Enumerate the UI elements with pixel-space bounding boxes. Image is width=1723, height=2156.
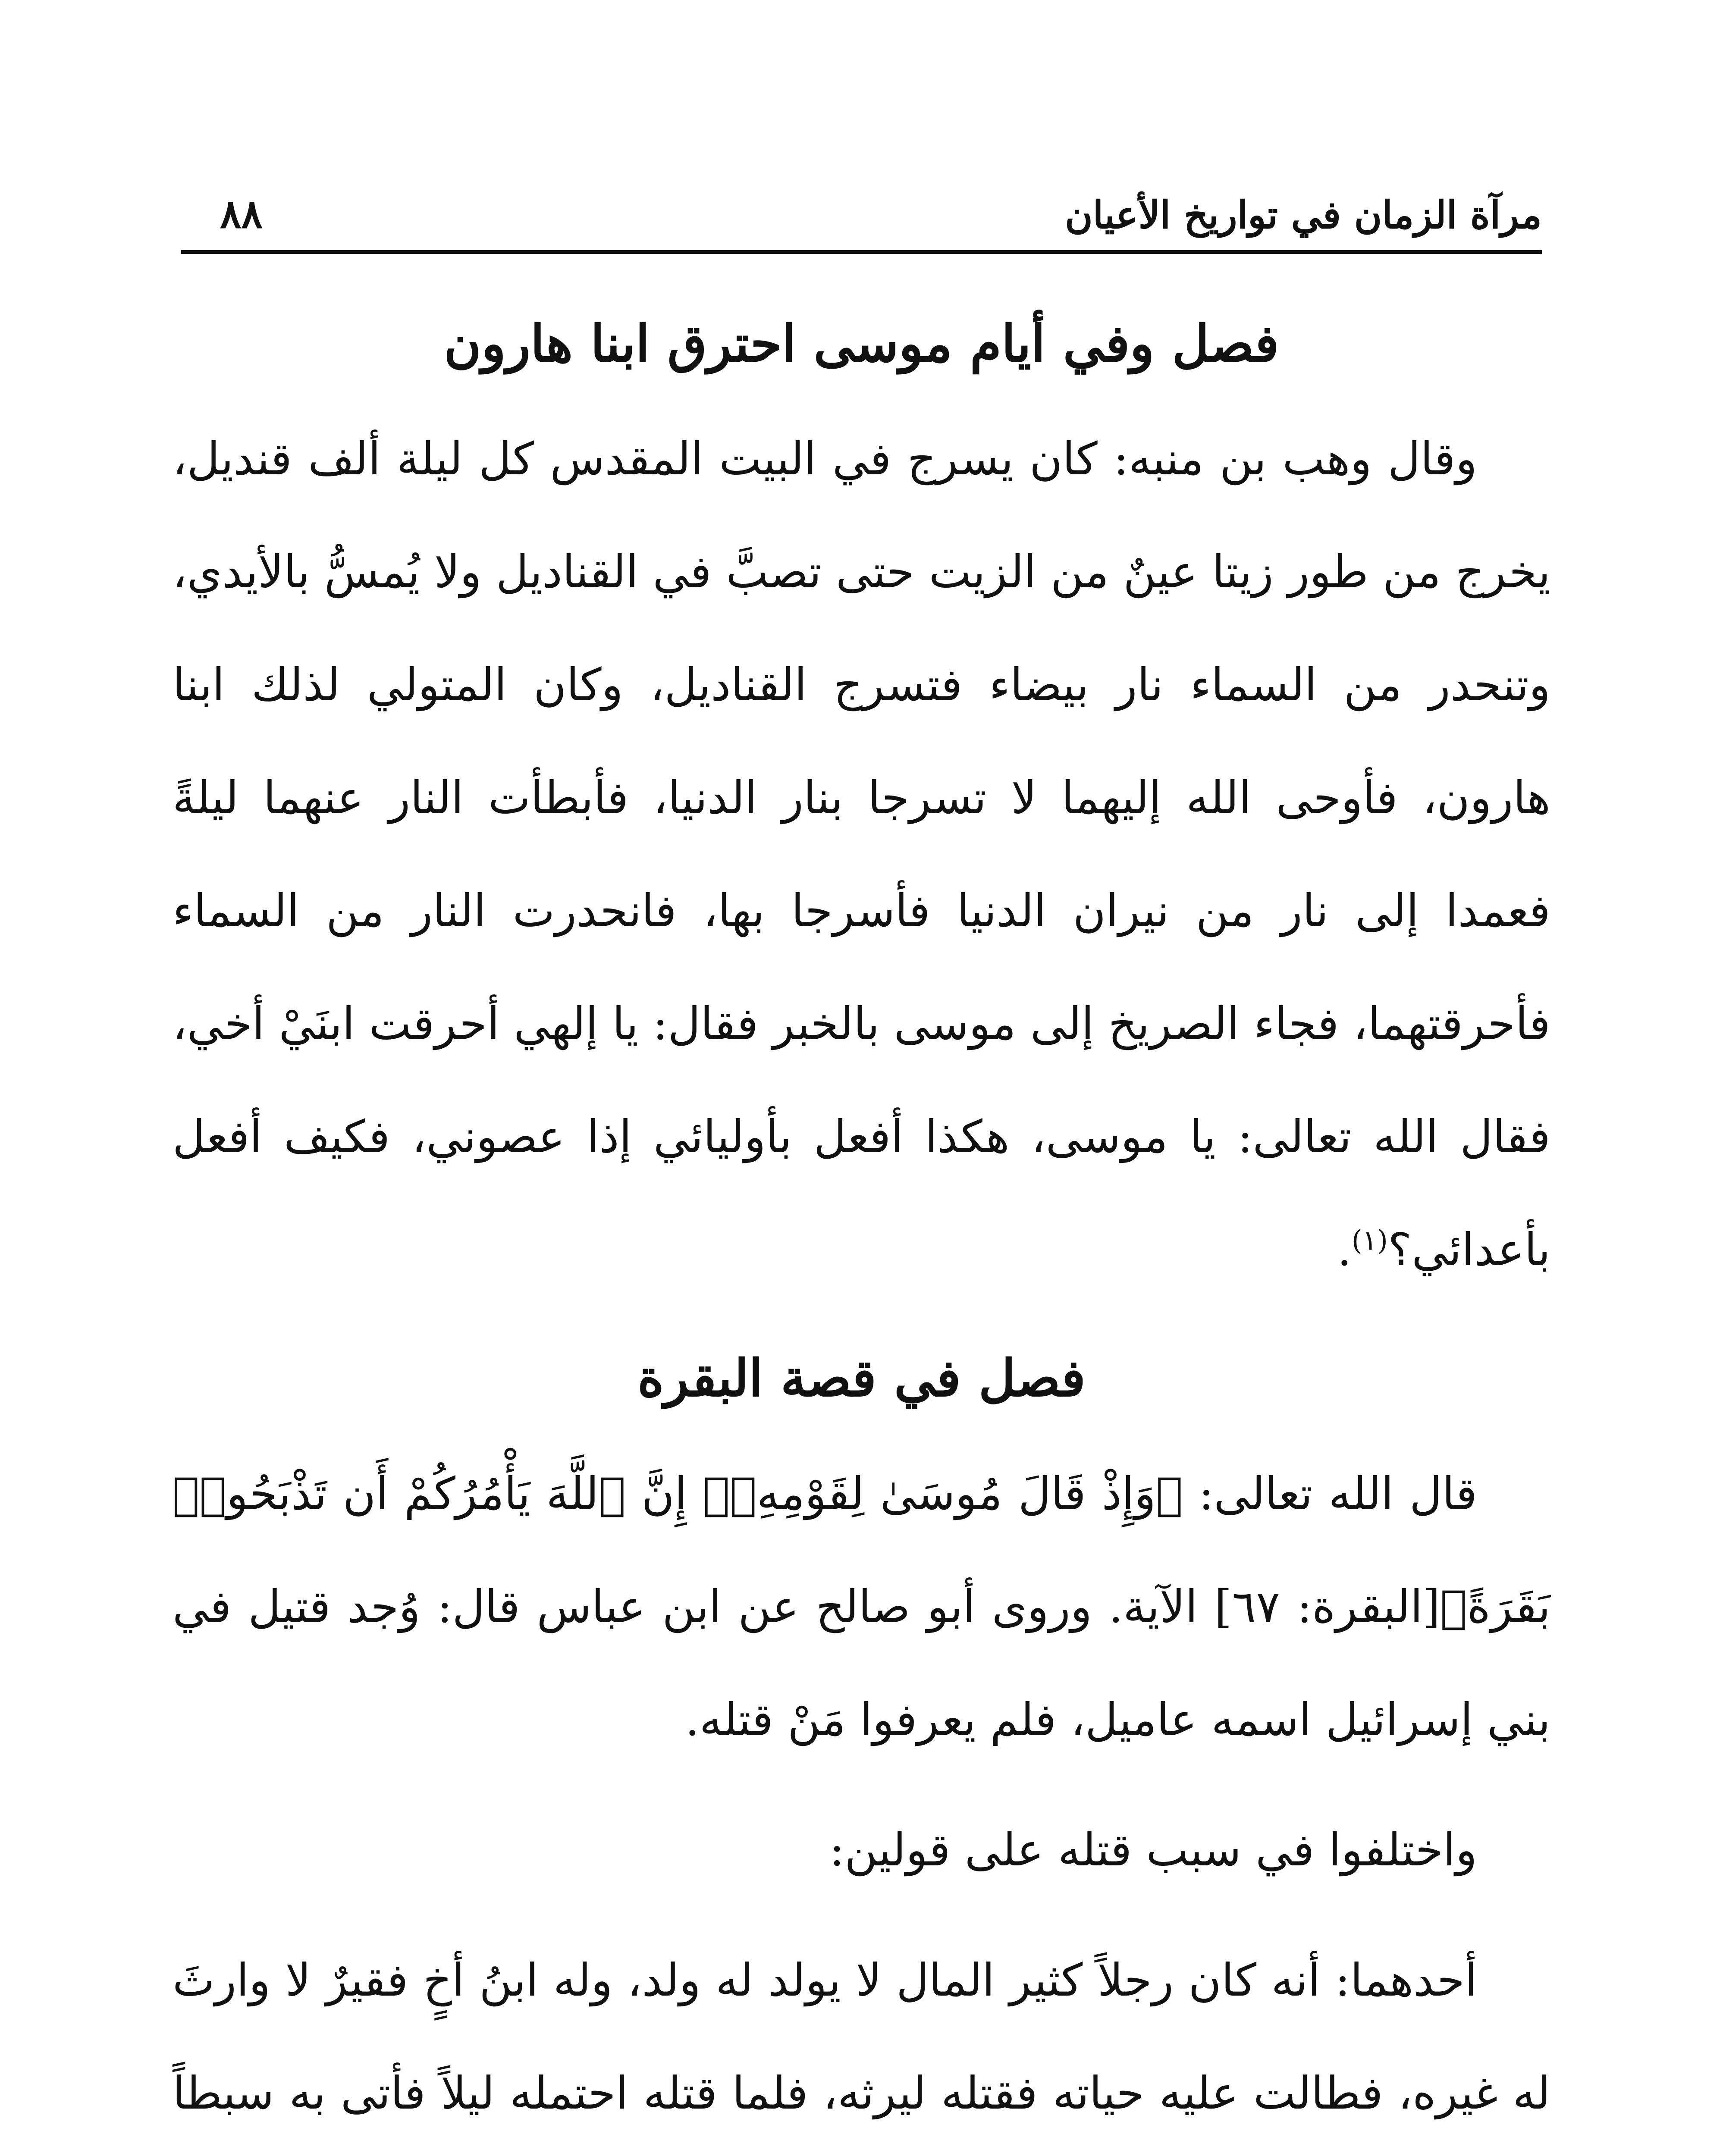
paragraph-text: وقال وهب بن منبه: كان يسرج في البيت المقدس كل ليلة ألف قنديل، يخرج من طور زيتا عينٌ من الزيت حتى تصبَّ في القناديل ولا يُمسُّ بالأيدي، وتنحدر من السماء نار بيضاء فتسرج القناديل، وكان المتولي لذلك ابنا هارون، فأوحى الله إليهما لا تسرجا بنار الدنيا، فأبطأت النار عنهما ليلةً فعمدا إلى نار من نيران الدنيا فأسرجا بها، فانحدرت النار من السماء فأحرقتهما، فجاء الصريخ إلى موسى بالخبر فقال: يا إلهي أحرقت ابنَيْ أخي، فقال الله تعالى: يا موسى، هكذا أفعل بأوليائي إذا عصوني، فكيف أفعل بأعدائي؟ — [173, 432, 1550, 1276]
paragraph: أحدهما: أنه كان رجلاً كثير المال لا يولد له ولد، وله ابنُ أخٍ فقيرٌ لا وارثَ له غيره، فطالت عليه حياته فقتله ليرثه، فلما قتله احتمله ليلاً فأتى به سبطاً — [173, 1953, 1550, 2119]
section-title: فصل وفي أيام موسى احترق ابنا هارون — [444, 313, 1279, 373]
paragraph: واختلفوا في سبب قتله على قولين: — [829, 1823, 1477, 1876]
paragraph-text: الآية. وروى أبو صالح عن ابن عباس قال: وُجد قتيل في بني إسرائيل اسمه عاميل، فلم يعرفوا مَنْ قتله. — [173, 1580, 1550, 1746]
paragraph — [173, 1437, 1550, 1776]
running-title: مرآة الزمان في تواريخ الأعيان — [1065, 192, 1542, 237]
quran-verse: ﴿وَإِذْ قَالَ مُوسَىٰ لِقَوْمِهِۦٓ إِنَّ ٱللَّهَ يَأْمُرُكُمْ أَن تَذْبَحُوا۟ بَقَرَةً﴾ — [173, 1467, 1551, 1633]
paragraph: وقال وهب بن منبه: كان يسرج في البيت المقدس كل ليلة ألف قنديل، يخرج من طور زيتا عينٌ من الزيت حتى تصبَّ في القناديل ولا يُمسُّ بالأيدي، وتنحدر من السماء نار بيضاء فتسرج القناديل، وكان المتولي لذلك ابنا هارون، فأوحى الله إليهما لا تسرجا بنار الدنيا، فأبطأت النار عنهما ليلةً فعمدا إلى نار من نيران الدنيا فأسرجا بها، فانحدرت النار من السماء فأحرقتهما، فجاء الصريخ إلى موسى بالخبر فقال: يا إلهي أحرقت ابنَيْ أخي، فقال الله تعالى: يا موسى، هكذا أفعل بأوليائي إذا عصوني، فكيف أفعل بأعدائي؟$^{(١)}$. — [173, 432, 1550, 1276]
footnote-marker[interactable]: (١) — [1351, 1225, 1388, 1257]
page-number: ٨٨ — [220, 191, 263, 237]
page-body — [173, 285, 1550, 2156]
paragraph-text: قال الله تعالى: — [1183, 1467, 1477, 1520]
verse-reference: [البقرة: ٦٧] — [1214, 1580, 1441, 1633]
section-title: فصل في قصة البقرة — [637, 1348, 1086, 1408]
page-header — [181, 164, 1542, 254]
